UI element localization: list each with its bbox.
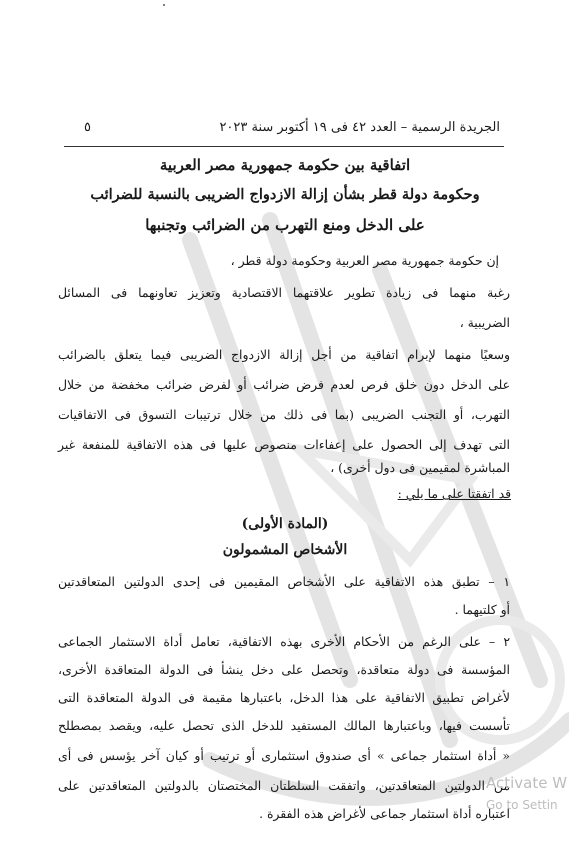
- preamble-line: إن حكومة جمهورية مصر العربية وحكومة دولة قطر ،: [230, 253, 499, 268]
- clause-line: ١ – تطبق هذه الاتفاقية على الأشخاص المقيمين فى إحدى الدولتين المتعاقدتين: [58, 574, 510, 589]
- page-header: [70, 120, 500, 142]
- clause-line: المؤسسة فى دولة متعاقدة، وتحصل على دخل ينشأ فى الدولة المتعاقدة الأخرى،: [58, 662, 510, 677]
- heading-line-2: وحكومة دولة قطر بشأن إزالة الازدواج الضريبى بالنسبة للضرائب: [90, 186, 480, 203]
- gazette-title: الجريدة الرسمية – العدد ٤٢ فى ١٩ أكتوبر سنة ٢٠٢٣: [219, 120, 500, 135]
- preamble-line: التى تهدف إلى الحصول على إعفاءات منصوص عليها فى هذه الاتفاقية للمنفعة غير: [58, 437, 510, 452]
- activate-windows-text: Activate W: [486, 774, 568, 792]
- preamble-line: رغبة منهما فى زيادة تطوير علاقتهما الاقتصادية وتعزيز تعاونهما فى المسائل: [58, 285, 510, 300]
- heading-line-1: اتفاقية بين حكومة جمهورية مصر العربية: [159, 156, 411, 174]
- heading-line-3: على الدخل ومنع التهرب من الضرائب وتجنبها: [145, 216, 425, 234]
- clause-line: اعتباره أداة استثمار جماعى لأغراض هذه الفقرة .: [259, 806, 510, 821]
- article-title: (المادة الأولى): [241, 516, 329, 532]
- clause-line: « أداة استثمار جماعى » أى صندوق استثمارى أو ترتيب أو كيان آخر يؤسس فى أى: [58, 748, 510, 763]
- page-number: ٥: [84, 120, 91, 135]
- preamble-line: وسعيًا منهما لإبرام اتفاقية من أجل إزالة الازدواج الضريبى فيما يتعلق بالضرائب: [58, 347, 510, 362]
- article-subtitle: الأشخاص المشمولون: [222, 542, 348, 558]
- settings-hint-text: Go to Settin: [486, 798, 558, 812]
- clause-line: من الدولتين المتعاقدتين، واتفقت السلطتان المختصتان بالدولتين المتعاقدتين على: [58, 778, 510, 793]
- agreement-line: قد اتفقتا على ما يلي :: [397, 486, 511, 501]
- clause-line: أو كلتيهما .: [454, 602, 510, 617]
- clause-line: تأسست فيها، وباعتبارها المالك المستفيد للدخل الذى تحصل عليه، ويقصد بمصطلح: [58, 718, 510, 733]
- preamble-line: المباشرة لمقيمين فى دول أخرى) ،: [330, 460, 510, 475]
- clause-line: لأغراض تطبيق الاتفاقية على هذا الدخل، باعتبارها مقيمة فى الدولة المتعاقدة التى: [58, 690, 510, 705]
- preamble-line: الضريبية ،: [459, 315, 510, 330]
- scan-dot: [163, 4, 165, 6]
- clause-line: ٢ – على الرغم من الأحكام الأخرى بهذه الاتفاقية، تعامل أداة الاستثمار الجماعى: [58, 634, 510, 649]
- preamble-line: على الدخل دون خلق فرص لعدم فرض ضرائب أو لفرض ضرائب مخفضة من خلال: [58, 377, 510, 392]
- preamble-line: التهرب، أو التجنب الضريبى (بما فى ذلك من خلال ترتيبات التسوق فى الاتفاقيات: [58, 407, 510, 422]
- header-divider: [64, 146, 504, 147]
